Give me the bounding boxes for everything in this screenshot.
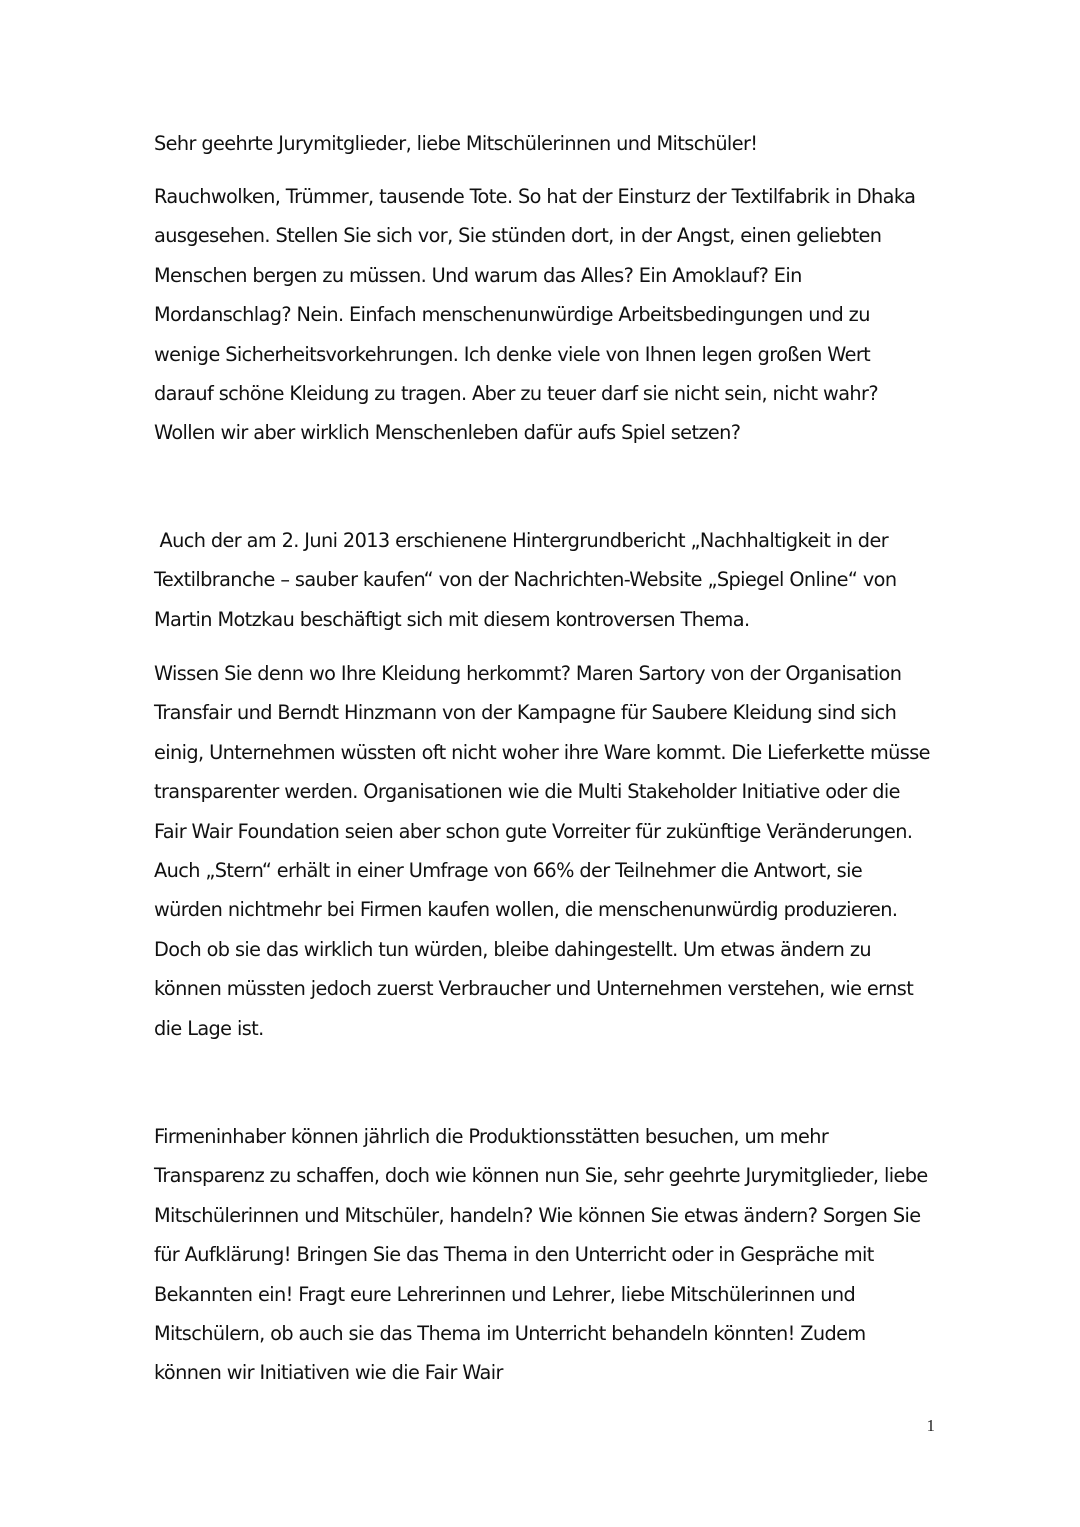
paragraph-spiegel-report: Auch der am 2. Juni 2013 erschienene Hintergrundbericht „Nachhaltigkeit in der Textilbranche – sauber kaufen“ von der Nachrichten-Website „Spiegel Online“ von Martin Motzkau beschäftigt sich mit diesem kontroversen Thema. [154, 529, 903, 631]
paragraph-supply-chain: Wissen Sie denn wo Ihre Kleidung herkommt? Maren Sartory von der Organisation Transfair und Berndt Hinzmann von der Kampagne für Saubere Kleidung sind sich einig, Unternehmen wüssten oft nicht woher ihre Ware kommt. Die Lieferkette müsse transparenter werden. Organisationen wie die Multi Stakeholder Initiative oder die Fair Wair Foundation seien aber schon gute Vorreiter für zukünftige Veränderungen. Auch „Stern“ erhält in einer Umfrage von 66% der Teilnehmer die Antwort, sie würden nichtmehr bei Firmen kaufen wollen, die menschenunwürdig produzieren. Doch ob sie das wirklich tun würden, bleibe dahingestellt. Um etwas ändern zu können müssten jedoch zuerst Verbraucher und Unternehmen verstehen, wie ernst die Lage ist. [154, 662, 930, 1040]
salutation: Sehr geehrte Jurymitglieder, liebe Mitschülerinnen und Mitschüler! [154, 132, 758, 155]
paragraph-factory-collapse: Rauchwolken, Trümmer, tausende Tote. So hat der Einsturz der Textilfabrik in Dhaka ausgesehen. Stellen Sie sich vor, Sie stünden dort, in der Angst, einen geliebten Menschen bergen zu müssen. Und warum das Alles? Ein Amoklauf? Ein Mordanschlag? Nein. Einfach menschenunwürdige Arbeitsbedingungen und zu wenige Sicherheitsvorkehrungen. Ich denke viele von Ihnen legen großen Wert darauf schöne Kleidung zu tragen. Aber zu teuer darf sie nicht sein, nicht wahr? Wollen wir aber wirklich Menschenleben dafür aufs Spiel setzen? [154, 185, 916, 445]
paragraph-call-to-action: Firmeninhaber können jährlich die Produktionsstätten besuchen, um mehr Transparenz zu schaffen, doch wie können nun Sie, sehr geehrte Jurymitglieder, liebe Mitschülerinnen und Mitschüler, handeln? Wie können Sie etwas ändern? Sorgen Sie für Aufklärung! Bringen Sie das Thema in den Unterricht oder in Gespräche mit Bekannten ein! Fragt eure Lehrerinnen und Lehrer, liebe Mitschülerinnen und Mitschülern, ob auch sie das Thema im Unterricht behandeln könnten! Zudem können wir Initiativen wie die Fair Wair [154, 1125, 928, 1385]
page-number: 1 [926, 1416, 935, 1435]
